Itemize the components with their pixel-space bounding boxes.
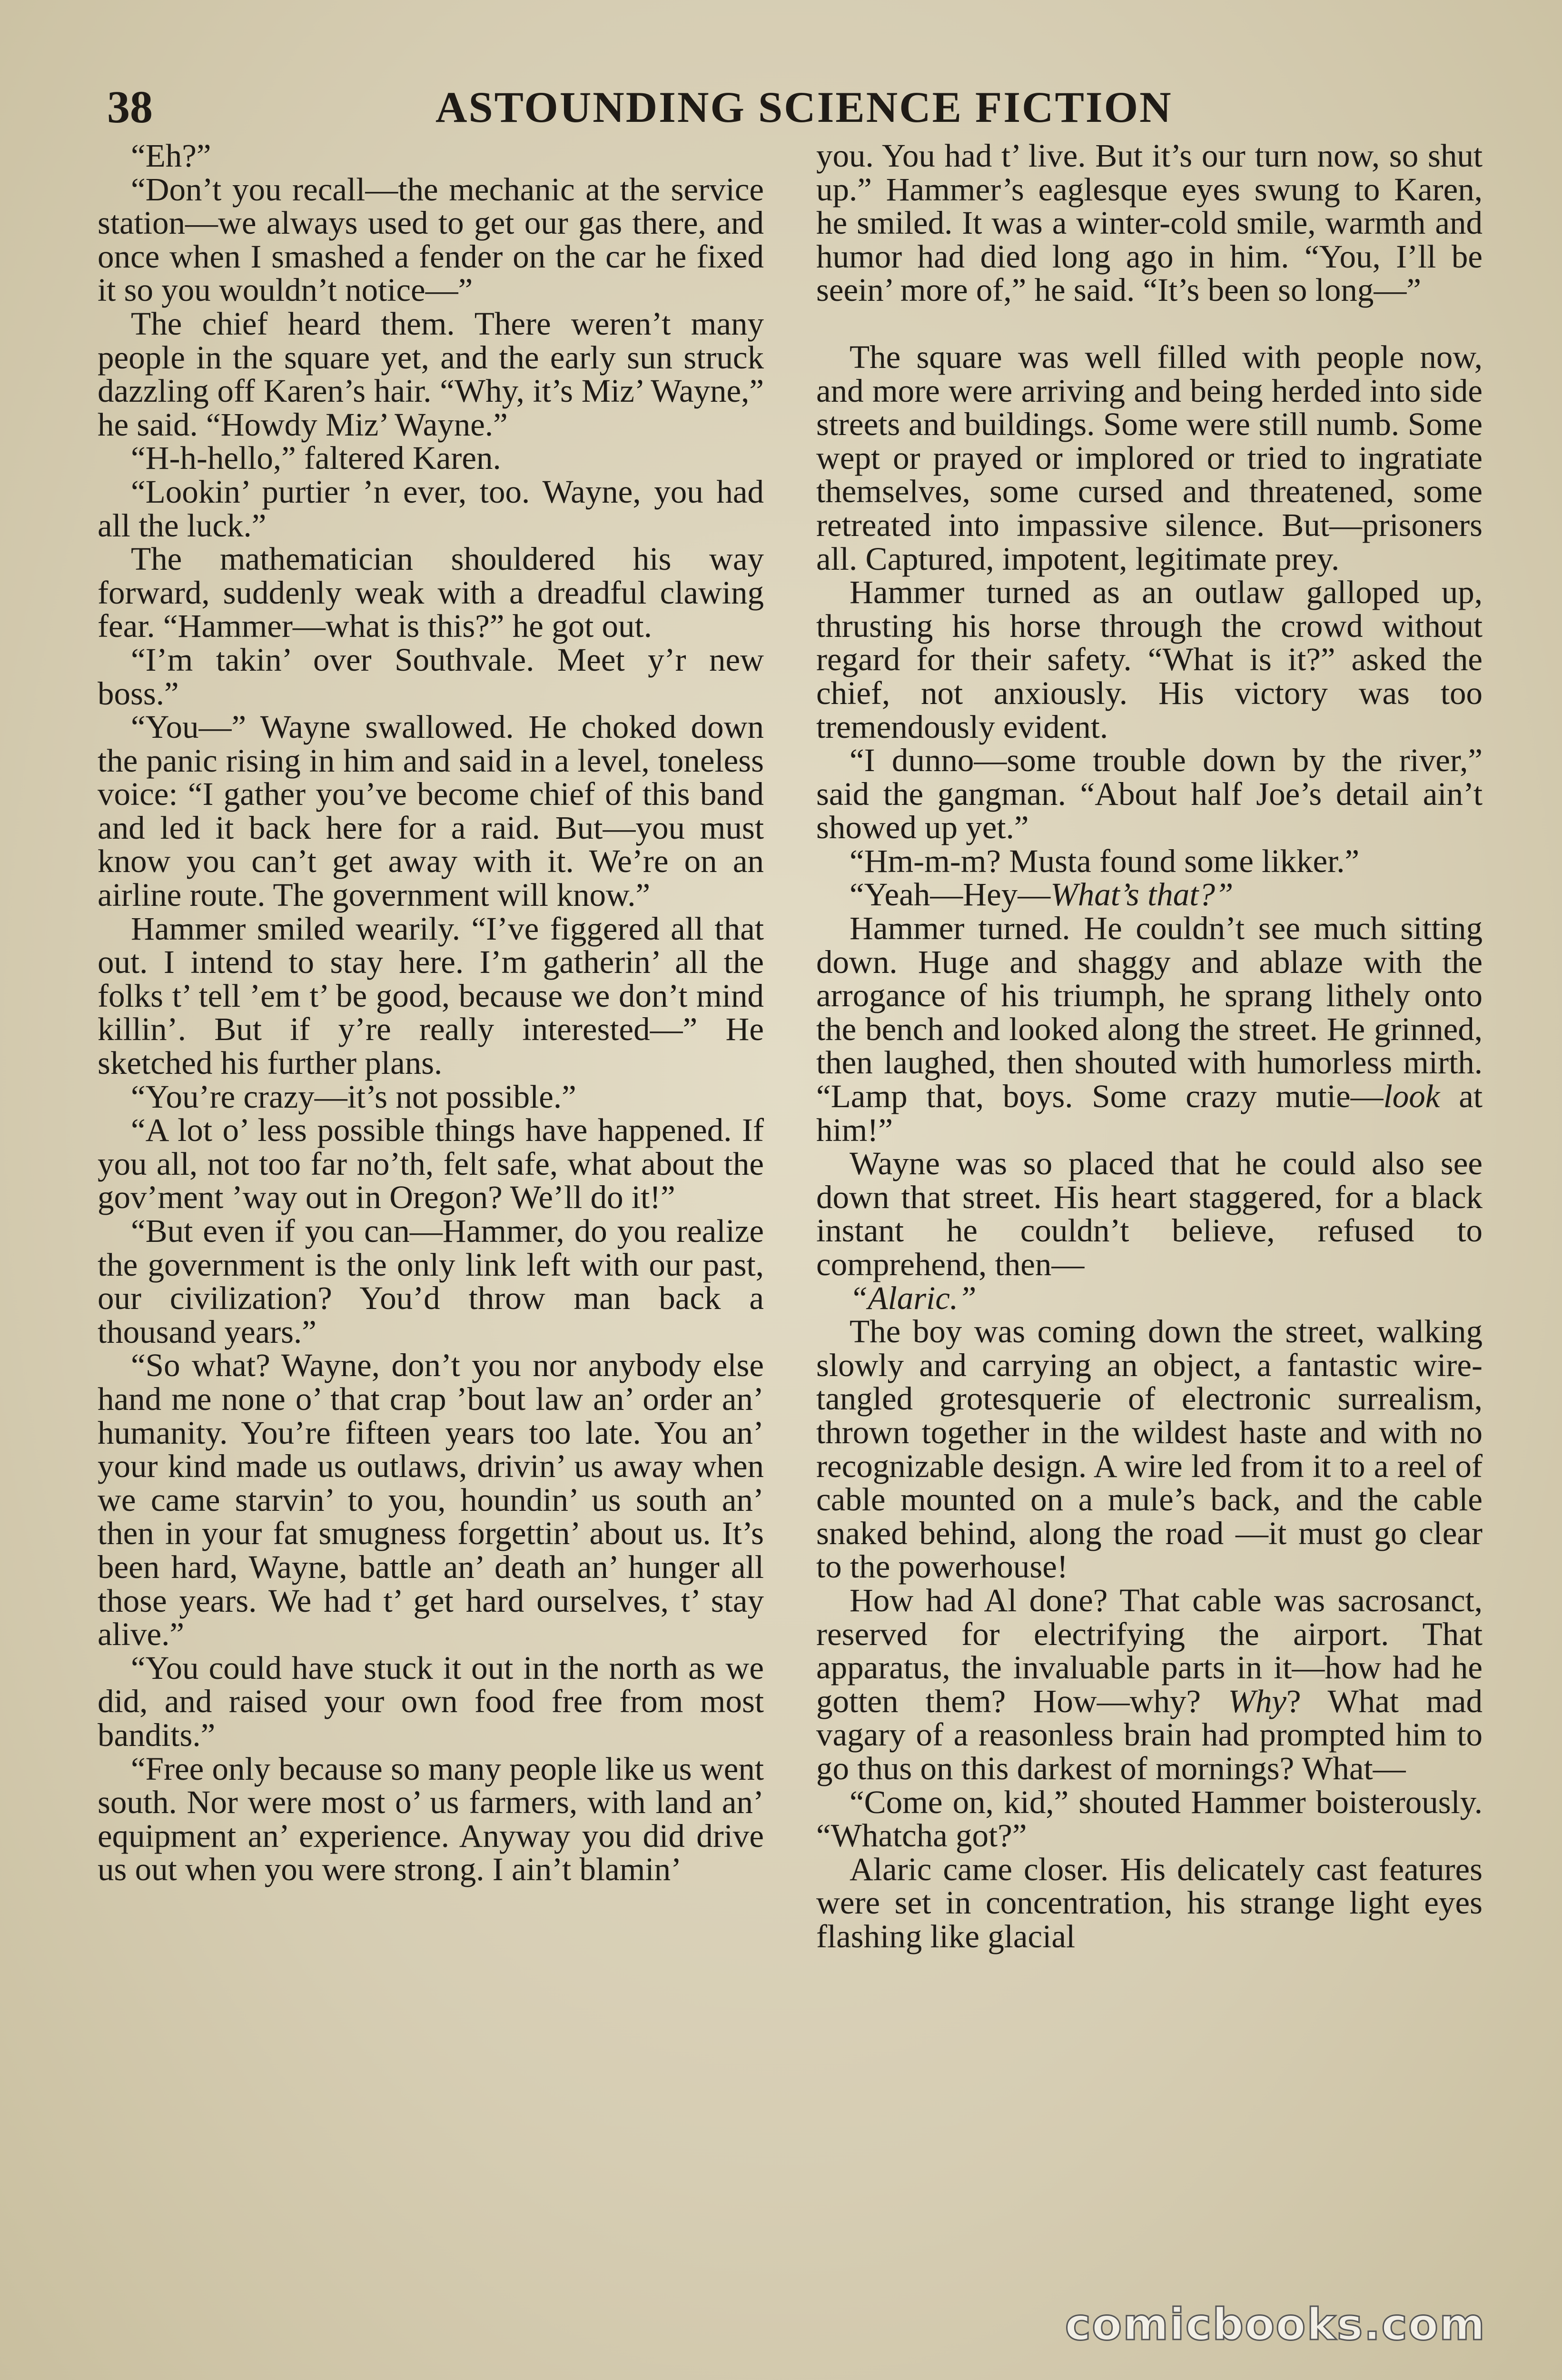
italic-text: look xyxy=(1383,1078,1440,1115)
paragraph: The chief heard them. There weren’t many people in the square yet, and the early sun struck dazzling off Karen’s hair. “Why, it’s Miz’ Wayne,” he said. “Howdy Miz’ Wayne.” xyxy=(98,305,764,443)
page-header xyxy=(107,71,1487,143)
paragraph: “So what? Wayne, don’t you nor anybody else hand me none o’ that crap ’bout law an’ order an’ humanity. You’re fifteen years too late. You an’ your kind made us outlaws, drivin’ us away when we came starvin’ to you, houndin’ us south an’ then in your fat smugness forgettin’ about us. It’s been hard, Wayne, battle an’ death an’ hunger all those years. We had t’ get hard ourselves, t’ stay alive.” xyxy=(98,1347,764,1653)
right-column xyxy=(816,139,1483,2310)
paragraph: Hammer turned as an outlaw galloped up, thrusting his horse through the crowd without regard for their safety. “What is it?” asked the chief, not anxiously. His victory was too tremendously evident. xyxy=(816,574,1483,745)
paragraph: “Eh?” xyxy=(131,139,211,174)
paragraph: Alaric came closer. His delicately cast features were set in concentration, his strange light eyes flashing like glacial xyxy=(816,1851,1483,1954)
paragraph: “But even if you can—Hammer, do you realize the government is the only link left with our past, our civilization? You’d throw man back a thousand years.” xyxy=(98,1213,764,1350)
italic-text: What’s that?” xyxy=(1050,876,1234,913)
paragraph xyxy=(816,878,1483,912)
watermark: comicbooks.com xyxy=(1065,2299,1486,2350)
paragraph: “You—” Wayne swallowed. He choked down the panic rising in him and said in a level, toneless voice: “I gather you’ve become chief of this band and led it back here for a raid. But—you must know you can’t get away with it. We’re on an airline route. The government will know.” xyxy=(98,709,764,913)
paragraph: “You’re crazy—it’s not possible.” xyxy=(131,1078,576,1115)
text-run: at him!” xyxy=(816,1078,1483,1148)
paragraph: “A lot o’ less possible things have happened. If you all, not too far no’th, felt safe, what about the gov’ment ’way out in Oregon? We’ll do it!” xyxy=(98,1112,764,1216)
paragraph: Hammer smiled wearily. “I’ve figgered all that out. I intend to stay here. I’m gatherin’ all the folks t’ tell ’em t’ be good, because we don’t mind killin’. But if y’re really interested—” He sketched his further plans. xyxy=(98,910,764,1081)
italic-text: Why xyxy=(1228,1683,1286,1719)
paragraph: The mathematician shouldered his way forward, suddenly weak with a dreadful clawing fear. “Hammer—what is this?” he got out. xyxy=(98,541,764,645)
paragraph-continuation: you. You had t’ live. But it’s our turn now, so shut up.” Hammer’s eaglesque eyes swung to Karen, he smiled. It was a winter-cold smile, warmth and humor had died long ago in him. “You, I’ll be seein’ more of,” he said. “It’s been so long—” xyxy=(816,139,1483,308)
paragraph: Wayne was so placed that he could also see down that street. His heart staggered, for a black instant he couldn’t believe, refused to comprehend, then— xyxy=(816,1145,1483,1282)
running-title: ASTOUNDING SCIENCE FICTION xyxy=(435,83,1173,131)
paragraph: The square was well filled with people now, and more were arriving and being herded into side streets and buildings. Some were still numb. Some wept or prayed or implored or tried to ingratiate themselves, some cursed and threatened, some retreated into impassive silence. But—prisoners all. Captured, impotent, legitimate prey. xyxy=(816,338,1483,577)
paragraph: “Lookin’ purtier ’n ever, too. Wayne, you had all the luck.” xyxy=(98,473,764,544)
italic-text: “Alaric.” xyxy=(850,1279,977,1316)
text-run: “Yeah—Hey— xyxy=(850,876,1051,913)
paragraph xyxy=(816,1584,1483,1785)
paragraph: “You could have stuck it out in the north as we did, and raised your own food free from most bandits.” xyxy=(98,1649,764,1753)
page-number: 38 xyxy=(107,81,153,132)
paragraph: “H-h-hello,” faltered Karen. xyxy=(131,440,501,476)
text-run: ? What mad vagary of a reasonless brain had prompted him to go thus on this darkest of mornings? What— xyxy=(816,1683,1483,1786)
paragraph: “Free only because so many people like us went south. Nor were most o’ us farmers, with land an’ equipment an’ experience. Anyway you did drive us out when you were strong. I ain’t blamin’ xyxy=(98,1750,764,1888)
paragraph: “I’m takin’ over Southvale. Meet y’r new boss.” xyxy=(98,641,764,712)
left-column xyxy=(98,139,764,2310)
paragraph: “Hm-m-m? Musta found some likker.” xyxy=(850,843,1360,879)
paragraph: “Come on, kid,” shouted Hammer boisterously. “Whatcha got?” xyxy=(816,1784,1483,1854)
paragraph: The boy was coming down the street, walking slowly and carrying an object, a fantastic wire-tangled grotesquerie of electronic surrealism, thrown together in the wildest haste and with no recognizable design. A wire led from it to a reel of cable mounted on a mule’s back, and the cable snaked behind, along the road —it must go clear to the powerhouse! xyxy=(816,1313,1483,1585)
paragraph xyxy=(816,1281,1483,1315)
paragraph xyxy=(816,912,1483,1147)
text-run: Hammer turned. He couldn’t see much sitting down. Huge and shaggy and ablaze with the arrogance of his triumph, he sprang lithely onto the bench and looked along the street. He grinned, then laughed, then shouted with humorless mirth. “Lamp that, boys. Some crazy mutie— xyxy=(816,910,1483,1115)
text-run: How had Al done? That cable was sacrosanct, reserved for electrifying the airport. That apparatus, the invaluable parts in it—how had he gotten them? How—why? xyxy=(816,1582,1483,1719)
paragraph: “I dunno—some trouble down by the river,” said the gangman. “About half Joe’s detail ain’t showed up yet.” xyxy=(816,742,1483,846)
paragraph: “Don’t you recall—the mechanic at the service station—we always used to get our gas there, and once when I smashed a fender on the car he fixed it so you wouldn’t notice—” xyxy=(98,171,764,308)
